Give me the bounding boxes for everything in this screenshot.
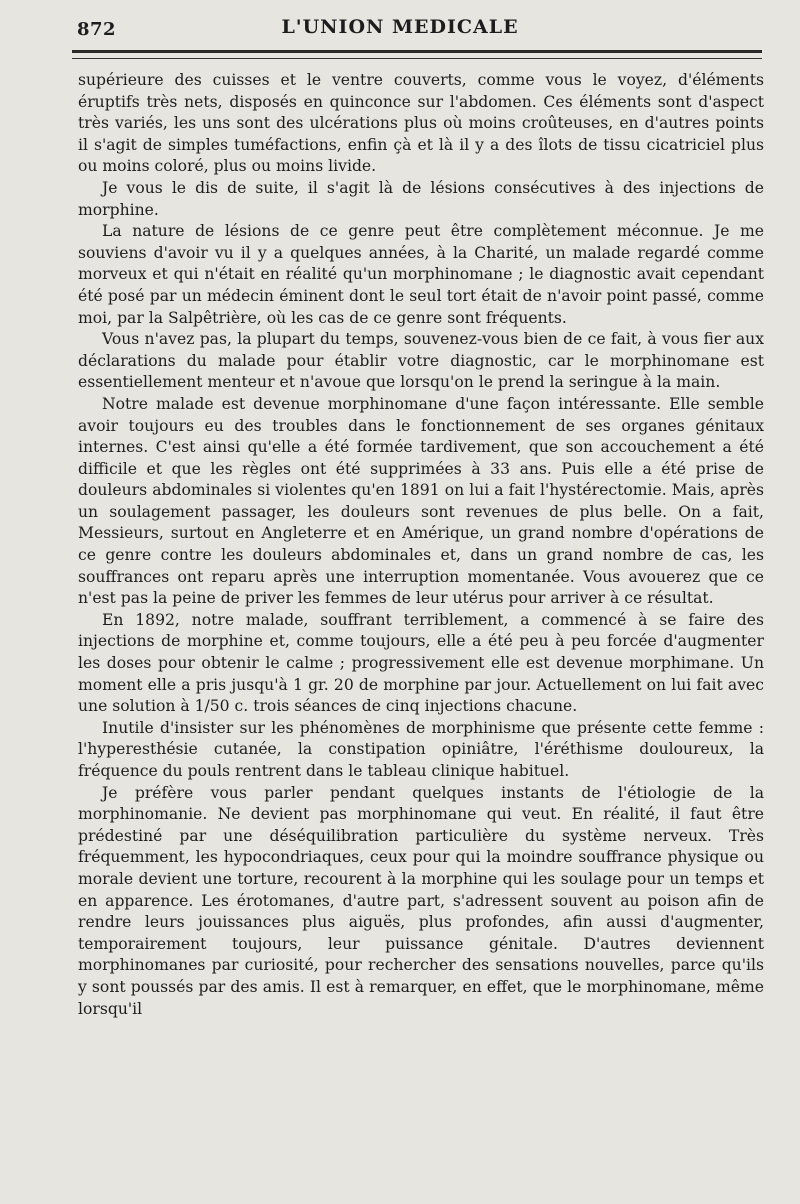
paragraph: Vous n'avez pas, la plupart du temps, souvenez-vous bien de ce fait, à vous fier aux déclarations du malade pour établir votre diagnostic, car le morphinomane est essentiellement menteur et n'avoue que lorsqu'on le prend la seringue à la main. (78, 330, 764, 392)
paragraph: Inutile d'insister sur les phénomènes de morphinisme que présente cette femme : l'hyperesthésie cutanée, la constipation opiniâtre, l'éréthisme douloureux, la fréquence du pouls rentrent dans le tableau clinique habituel. (78, 718, 764, 780)
paragraph: Notre malade est devenue morphinomane d'une façon intéressante. Elle semble avoir toujours eu des troubles dans le fonctionnement de ses organes génitaux internes. C'est ainsi qu'elle a été formée tardivement, que son accouchement a été difficile et que les règles ont été supprimées à 33 ans. Puis elle a été prise de douleurs abdominales si violentes qu'en 1891 on lui a fait l'hystérectomie. Mais, après un soulagement passager, les douleurs sont revenues de plus belle. On a fait, Messieurs, surtout en Angleterre et en Amérique, un grand nombre d'opérations de ce genre contre les douleurs abdominales et, dans un grand nombre de cas, les souffrances ont reparu après une interruption momentanée. Vous avouerez que ce n'est pas la peine de priver les femmes de leur utérus pour arriver à ce résultat. (78, 394, 764, 608)
header-rule (72, 50, 762, 53)
running-title: L'UNION MEDICALE (281, 16, 519, 38)
page-number: 872 (77, 19, 117, 40)
body-text (78, 70, 764, 1020)
paragraph: Je vous le dis de suite, il s'agit là de lésions consécutives à des injections de morphine. (78, 178, 764, 219)
paragraph: supérieure des cuisses et le ventre couverts, comme vous le voyez, d'éléments éruptifs très nets, disposés en quinconce sur l'abdomen. Ces éléments sont d'aspect très variés, les uns sont des ulcérations plus où moins croûteuses, en d'autres points il s'agit de simples tuméfactions, enfin çà et là il y a des îlots de tissu cicatriciel plus ou moins coloré, plus ou moins livide. (78, 71, 764, 176)
paragraph: La nature de lésions de ce genre peut être complètement méconnue. Je me souviens d'avoir vu il y a quelques années, à la Charité, un malade regardé comme morveux et qui n'était en réalité qu'un morphinomane ; le diagnostic avait cependant été posé par un médecin éminent dont le seul tort était de n'avoir point passé, comme moi, par la Salpêtrière, où les cas de ce genre sont fréquents. (78, 222, 764, 327)
header-rule-thin (72, 58, 762, 59)
paragraph: Je préfère vous parler pendant quelques instants de l'étiologie de la morphinomanie. Ne devient pas morphinomane qui veut. En réalité, il faut être prédestiné par une déséquilibration particulière du système nerveux. Très fréquemment, les hypocondriaques, ceux pour qui la moindre souffrance physique ou morale devient une torture, recourent à la morphine qui les soulage pour un temps et en apparence. Les érotomanes, d'autre part, s'adressent souvent au poison afin de rendre leurs jouissances plus aiguës, plus profondes, afin aussi d'augmenter, temporairement toujours, leur puissance génitale. D'autres deviennent morphinomanes par curiosité, pour rechercher des sensations nouvelles, parce qu'ils y sont poussés par des amis. Il est à remarquer, en effet, que le morphinomane, même lorsqu'il (78, 783, 764, 1018)
paragraph: En 1892, notre malade, souffrant terriblement, a commencé à se faire des injections de morphine et, comme toujours, elle a été peu à peu forcée d'augmenter les doses pour obtenir le calme ; progressivement elle est devenue morphimane. Un moment elle a pris jusqu'à 1 gr. 20 de morphine par jour. Actuellement on lui fait avec une solution à 1/50 c. trois séances de cinq injections chacune. (78, 610, 764, 716)
